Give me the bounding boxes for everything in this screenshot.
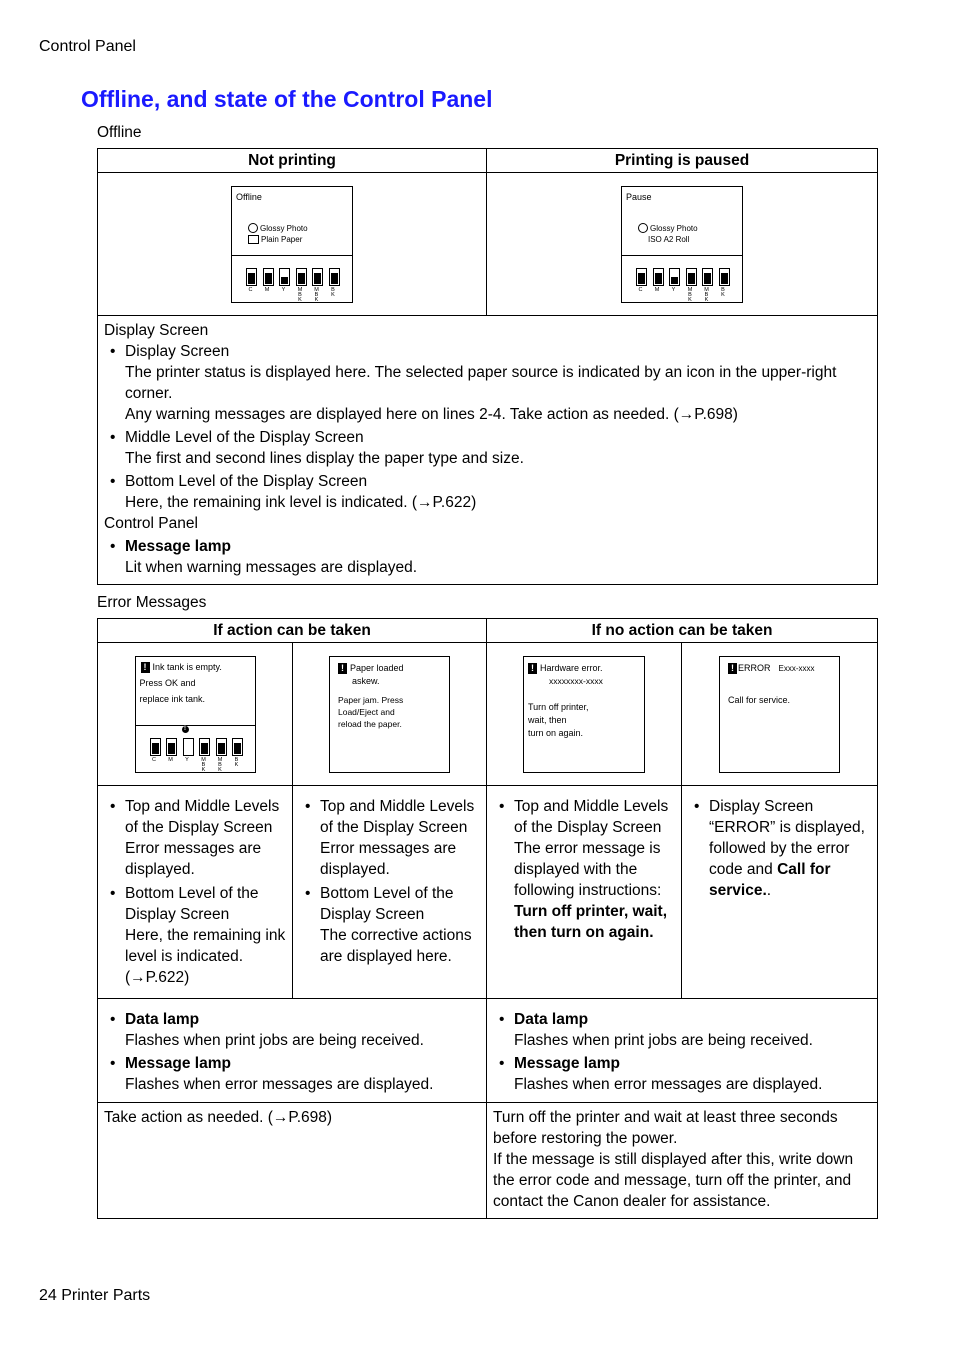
ink-label: M (264, 286, 270, 293)
lcd-offline (231, 186, 353, 303)
ink-fill (168, 743, 175, 754)
ink-tank (329, 268, 340, 286)
ink-fill (704, 273, 711, 284)
ink-label: B K (234, 756, 239, 768)
ink-label: M B K (704, 286, 709, 303)
ink-tank (686, 268, 697, 286)
display-screen-heading: Display Screen (104, 322, 209, 339)
list-item: • Middle Level of the Display Screen The first and second lines display the paper type and size. (110, 429, 524, 467)
lcd-hardware-error (523, 656, 645, 773)
ink-fill (671, 277, 678, 284)
lcd-line: replace ink tank. (139, 693, 206, 704)
lcd-call-service (719, 656, 840, 773)
list-item: • Display Screen “ERROR” is displayed, followed by the error code and Call for service.. (694, 798, 865, 899)
ink-tank (166, 738, 177, 756)
ink-tank (216, 738, 227, 756)
col-printing-paused: Printing is paused (487, 149, 878, 173)
warning-icon: ! (528, 663, 537, 674)
list-item: • Bottom Level of the Display Screen Here, the remaining ink level is indicated. (→P.622) (110, 885, 286, 986)
ink-label: C (248, 286, 253, 293)
ink-fill (688, 273, 695, 284)
ink-label: Y (281, 286, 286, 293)
list-item: • Bottom Level of the Display Screen The corrective actions are displayed here. (305, 885, 472, 965)
ink-tank (150, 738, 161, 756)
action-left: Take action as needed. (→P.698) (104, 1109, 333, 1126)
ink-tank (312, 268, 323, 286)
warning-icon: ! (728, 663, 737, 674)
ink-label: B K (721, 286, 725, 298)
lcd-line: Paper jam. Press (338, 694, 404, 705)
lcd-line: Exxx-xxxx (778, 663, 815, 673)
ink-label: B K (331, 286, 335, 298)
ink-tank (263, 268, 274, 286)
roll-icon (248, 223, 258, 233)
lcd-pause (621, 186, 743, 303)
ink-label: C (152, 756, 156, 763)
lcd-line: Press OK and (139, 677, 196, 688)
ink-label: M (168, 756, 173, 763)
list-item: • Top and Middle Levels of the Display Screen Error messages are displayed. (305, 798, 475, 878)
ink-fill (265, 273, 272, 284)
ink-label: C (638, 286, 643, 293)
ink-tank (279, 268, 290, 286)
lcd-line: reload the paper. (338, 718, 402, 729)
ink-fill (218, 743, 225, 754)
ink-fill (281, 277, 288, 284)
roll-icon (638, 223, 648, 233)
action-right: Turn off the printer and wait at least three seconds before restoring the power. If the message is still displayed after this, write down the error code and message, turn off the printer, and contact the Canon dealer for assistance. (493, 1109, 854, 1210)
error-table (97, 618, 878, 1219)
warning-icon: ! (182, 726, 189, 733)
page-footer: 24 Printer Parts (39, 1287, 151, 1304)
warning-icon: ! (141, 662, 150, 673)
ink-tank (636, 268, 647, 286)
lcd-line: Offline (236, 191, 262, 202)
ink-fill (331, 273, 338, 284)
ink-label: M (654, 286, 660, 293)
list-item: • Data lamp Flashes when print jobs are being received. (110, 1011, 424, 1049)
list-item: • Top and Middle Levels of the Display Screen Error messages are displayed. (110, 798, 280, 878)
running-header: Control Panel (39, 38, 136, 55)
ink-label: Y (185, 756, 189, 763)
lcd-paper-askew (329, 656, 450, 773)
ink-label: M B K (217, 756, 223, 773)
control-panel-heading: Control Panel (104, 515, 198, 532)
ink-level-panel (622, 255, 742, 302)
col-action-possible: If action can be taken (98, 619, 487, 643)
col-not-printing: Not printing (98, 149, 487, 173)
lcd-line: wait, then (528, 714, 567, 725)
paper-icon (248, 235, 259, 244)
ink-fill (655, 273, 662, 284)
lcd-line: Plain Paper (261, 234, 303, 244)
ink-tank (653, 268, 664, 286)
list-item: • Top and Middle Levels of the Display Screen The error message is displayed with the following instructions: Turn off printer, wait, then turn on again. (499, 798, 669, 941)
lcd-ink-empty (135, 656, 256, 773)
ink-level-panel (136, 725, 255, 772)
ink-tank (702, 268, 713, 286)
offline-table (97, 148, 878, 585)
lcd-line: Hardware error. (540, 662, 603, 673)
lcd-line: ISO A2 Roll (648, 234, 690, 244)
ink-fill (201, 743, 208, 754)
ink-fill (638, 273, 645, 284)
lcd-line: Glossy Photo (260, 223, 308, 233)
ink-label: Y (671, 286, 676, 293)
lcd-line: askew. (352, 675, 380, 686)
warning-icon: ! (338, 663, 347, 674)
list-item: • Message lamp Flashes when error messages are displayed. (110, 1055, 434, 1093)
lcd-line: Load/Eject and (338, 706, 395, 717)
list-item: • Display Screen The printer status is displayed here. The selected paper source is indicated by an icon in the upper-right corner. Any warning messages are displayed here on lines 2-4. Take action as needed. (→P.698) (110, 343, 837, 423)
lcd-line: Ink tank is empty. (152, 661, 222, 672)
list-item: • Message lamp Flashes when error messages are displayed. (499, 1055, 823, 1093)
ink-label: M B K (201, 756, 206, 773)
col-no-action: If no action can be taken (487, 619, 878, 643)
ink-tank (719, 268, 730, 286)
list-item: • Bottom Level of the Display Screen Here, the remaining ink level is indicated. (→P.622) (110, 473, 477, 511)
lcd-line: turn on again. (528, 727, 584, 738)
lcd-line: Paper loaded (350, 662, 404, 673)
ink-label: M B K (687, 286, 693, 303)
offline-label: Offline (97, 124, 142, 141)
ink-level-panel (232, 255, 352, 302)
lcd-line: Turn off printer, (528, 701, 589, 712)
ink-tank (199, 738, 210, 756)
ink-fill (314, 273, 321, 284)
lcd-line: xxxxxxxx-xxxx (549, 675, 603, 686)
error-label: Error Messages (97, 594, 207, 611)
lcd-line: Pause (626, 191, 652, 202)
section-title: Offline, and state of the Control Panel (81, 86, 493, 112)
ink-tank (669, 268, 680, 286)
lcd-line: Glossy Photo (650, 223, 698, 233)
ink-fill (234, 743, 241, 754)
ink-fill (721, 273, 728, 284)
lcd-line: Call for service. (728, 694, 791, 705)
lcd-line: ERROR (738, 662, 771, 673)
ink-fill (298, 273, 305, 284)
list-item: • Message lamp Lit when warning messages are displayed. (110, 538, 418, 576)
ink-label: M B K (297, 286, 303, 303)
ink-tank (246, 268, 257, 286)
ink-tank (183, 738, 194, 756)
ink-fill (248, 273, 255, 284)
ink-fill (152, 743, 159, 754)
list-item: • Data lamp Flashes when print jobs are being received. (499, 1011, 813, 1049)
ink-tank (232, 738, 243, 756)
ink-label: M B K (314, 286, 319, 303)
ink-tank (296, 268, 307, 286)
